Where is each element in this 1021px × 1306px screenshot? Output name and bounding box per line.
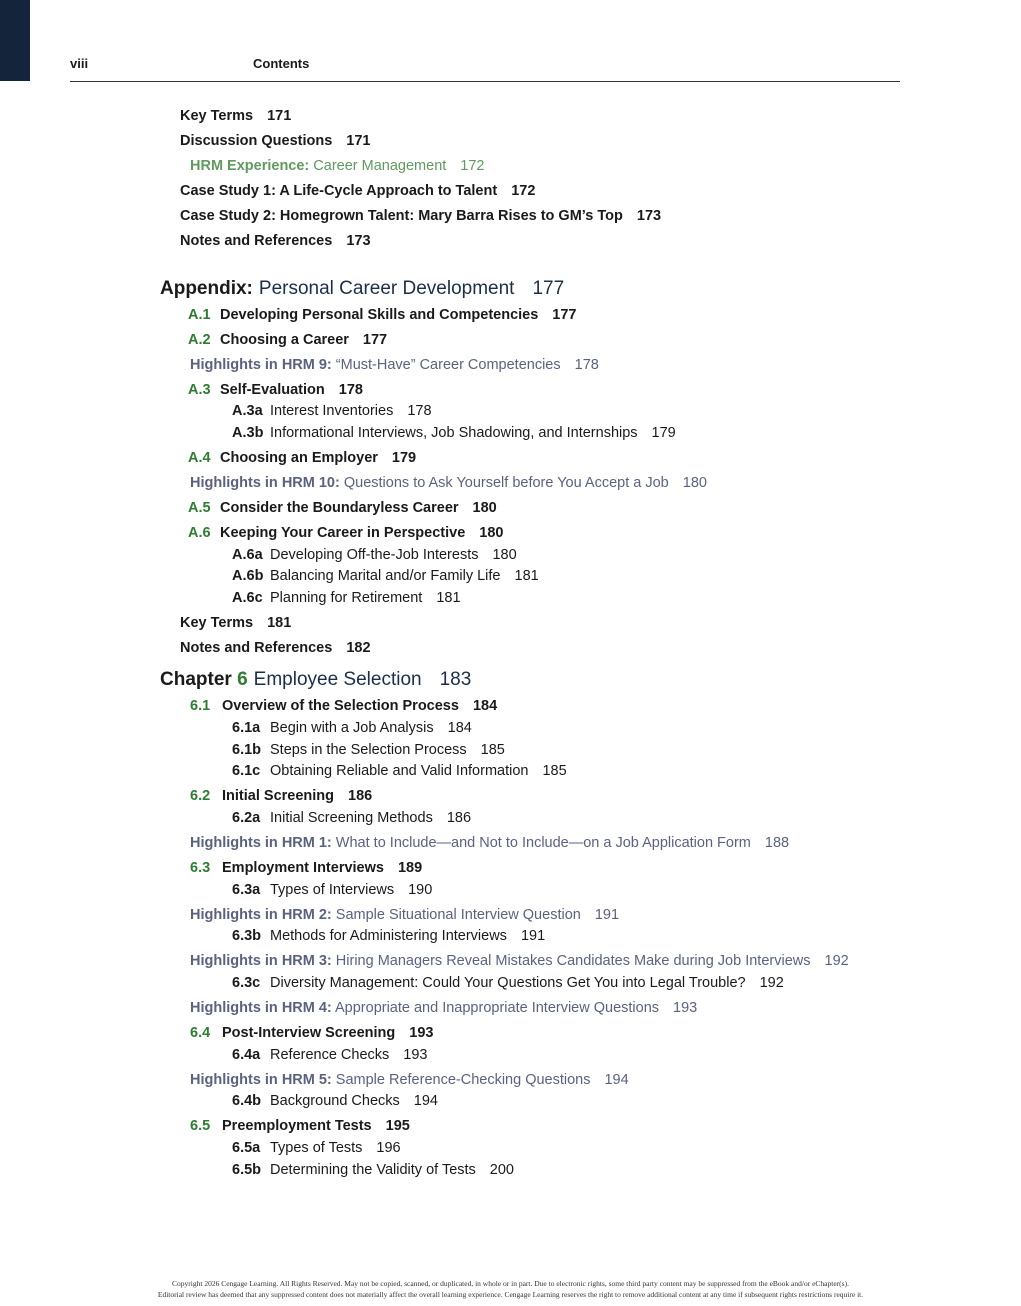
- subsection-page: 178: [407, 403, 432, 419]
- subsection-number: 6.1b: [232, 742, 262, 758]
- toc-heading-chapter-6[interactable]: [160, 668, 471, 692]
- section-page: 186: [348, 788, 373, 804]
- subsection-title: Reference Checks: [270, 1047, 390, 1063]
- section-page: 193: [409, 1025, 434, 1041]
- page-folio: viii: [70, 56, 89, 71]
- toc-section-a1[interactable]: [188, 305, 577, 325]
- subsection-title: Methods for Administering Interviews: [270, 928, 507, 944]
- toc-section-a6[interactable]: [188, 523, 503, 543]
- section-title: Developing Personal Skills and Competencies: [220, 307, 539, 323]
- section-page: 177: [362, 332, 388, 348]
- toc-subsection-6-3a[interactable]: [232, 880, 432, 900]
- subsection-number: 6.2a: [232, 810, 261, 826]
- section-number: A.1: [188, 307, 211, 323]
- section-number: 6.1: [190, 698, 211, 714]
- entry-title: Discussion Questions: [180, 133, 333, 149]
- highlight-title: Sample Situational Interview Question: [335, 907, 581, 923]
- subsection-page: 191: [520, 928, 546, 944]
- toc-highlight-1[interactable]: [190, 833, 789, 853]
- entry-title: Notes and References: [180, 233, 333, 249]
- highlight-label: Highlights in HRM 2:: [190, 907, 332, 923]
- section-page: 184: [472, 698, 498, 714]
- highlight-page: 192: [824, 953, 849, 969]
- highlight-title: Appropriate and Inappropriate Interview Questions: [335, 1000, 660, 1016]
- subsection-page: 184: [447, 720, 472, 736]
- chapter-label: Chapter: [160, 669, 232, 690]
- subsection-page: 181: [436, 590, 461, 606]
- subsection-number: 6.5a: [232, 1140, 261, 1156]
- section-title: Choosing an Employer: [220, 450, 378, 466]
- toc-subsection-6-3b[interactable]: [232, 926, 545, 946]
- heading-page: 177: [532, 278, 565, 299]
- toc-entry-notes[interactable]: [180, 231, 371, 251]
- subsection-page: 180: [492, 547, 517, 563]
- highlight-label: Highlights in HRM 5:: [190, 1072, 332, 1088]
- entry-label: HRM Experience:: [190, 158, 310, 174]
- section-page: 177: [552, 307, 577, 323]
- section-title: Preemployment Tests: [222, 1118, 372, 1134]
- highlight-page: 178: [574, 357, 599, 373]
- subsection-number: 6.1c: [232, 763, 261, 779]
- section-page: 180: [472, 500, 497, 516]
- subsection-title: Initial Screening Methods: [270, 810, 433, 826]
- entry-page: 172: [460, 158, 485, 174]
- section-number: 6.4: [190, 1025, 211, 1041]
- toc-section-a4[interactable]: [188, 448, 416, 468]
- entry-title: Case Study 2: Homegrown Talent: Mary Barra Rises to GM’s Top: [180, 208, 623, 224]
- toc-section-6-2[interactable]: [190, 786, 372, 806]
- highlight-page: 188: [764, 835, 790, 851]
- section-title: Consider the Boundaryless Career: [220, 500, 459, 516]
- toc-subsection-a6a[interactable]: [232, 545, 517, 565]
- section-title: Choosing a Career: [220, 332, 349, 348]
- toc-entry-discussion[interactable]: [180, 131, 371, 151]
- section-title: Employment Interviews: [222, 860, 384, 876]
- toc-section-6-1[interactable]: [190, 696, 497, 716]
- copyright-line-2: Editorial review has deemed that any suppressed content does not materially affect the overall learning experience. Cengage Learning reserves the right to remove additional content at any time if subsequent rights restrictions require it.: [157, 1290, 864, 1299]
- highlight-label: Highlights in HRM 1:: [190, 835, 332, 851]
- toc-subsection-6-5b[interactable]: [232, 1160, 514, 1180]
- highlight-page: 191: [594, 907, 620, 923]
- highlight-title: Hiring Managers Reveal Mistakes Candidates Make during Job Interviews: [335, 953, 811, 969]
- section-page: 180: [479, 525, 504, 541]
- copyright-footer: [0, 1278, 1021, 1300]
- subsection-number: A.6b: [232, 568, 264, 584]
- section-number: 6.3: [190, 860, 211, 876]
- subsection-number: 6.4a: [232, 1047, 261, 1063]
- subsection-page: 179: [651, 425, 676, 441]
- section-page: 189: [397, 860, 423, 876]
- subsection-page: 192: [759, 975, 784, 991]
- subsection-number: 6.3a: [232, 882, 261, 898]
- toc-entry-case-2[interactable]: [180, 206, 661, 226]
- subsection-number: 6.3b: [232, 928, 262, 944]
- toc-subsection-6-2a[interactable]: [232, 808, 471, 828]
- section-page: 179: [391, 450, 417, 466]
- subsection-title: Determining the Validity of Tests: [270, 1162, 476, 1178]
- subsection-title: Balancing Marital and/or Family Life: [270, 568, 501, 584]
- section-title: Contents: [253, 56, 310, 71]
- toc-entry-appendix-key-terms[interactable]: [180, 613, 291, 633]
- highlight-title: Sample Reference-Checking Questions: [335, 1072, 591, 1088]
- section-number: A.6: [188, 525, 211, 541]
- toc-subsection-6-5a[interactable]: [232, 1138, 401, 1158]
- toc-section-6-3[interactable]: [190, 858, 422, 878]
- subsection-page: 181: [514, 568, 539, 584]
- entry-page: 181: [267, 615, 292, 631]
- copyright-line-1: Copyright 2026 Cengage Learning. All Rights Reserved. May not be copied, scanned, or duplicated, in whole or in part. Due to electronic rights, some third party content may be suppressed from the eBook and/or eChapter(s).: [172, 1279, 849, 1288]
- toc-subsection-a6c[interactable]: [232, 588, 461, 608]
- toc-highlight-5[interactable]: [190, 1070, 629, 1090]
- subsection-number: 6.4b: [232, 1093, 262, 1109]
- toc-highlight-10[interactable]: [190, 473, 707, 493]
- section-title: Keeping Your Career in Perspective: [220, 525, 466, 541]
- toc-section-a2[interactable]: [188, 330, 387, 350]
- entry-page: 182: [346, 640, 371, 656]
- subsection-page: 194: [413, 1093, 438, 1109]
- highlight-label: Highlights in HRM 4:: [190, 1000, 332, 1016]
- section-title: Post-Interview Screening: [222, 1025, 396, 1041]
- section-number: A.3: [188, 382, 211, 398]
- subsection-number: A.6a: [232, 547, 263, 563]
- heading-title: Personal Career Development: [258, 278, 515, 299]
- section-number: 6.5: [190, 1118, 211, 1134]
- subsection-page: 196: [376, 1140, 401, 1156]
- subsection-title: Diversity Management: Could Your Questions Get You into Legal Trouble?: [270, 975, 746, 991]
- entry-title: Key Terms: [180, 108, 254, 124]
- subsection-number: 6.3c: [232, 975, 261, 991]
- highlight-page: 194: [604, 1072, 629, 1088]
- subsection-page: 186: [446, 810, 472, 826]
- entry-title: Key Terms: [180, 615, 254, 631]
- subsection-page: 193: [403, 1047, 428, 1063]
- chapter-number: 6: [237, 669, 248, 690]
- toc-subsection-6-4b[interactable]: [232, 1091, 438, 1111]
- toc-subsection-6-1b[interactable]: [232, 740, 505, 760]
- subsection-title: Informational Interviews, Job Shadowing, and Internships: [270, 425, 638, 441]
- section-title: Initial Screening: [222, 788, 334, 804]
- entry-title: Career Management: [313, 158, 447, 174]
- subsection-page: 185: [542, 763, 567, 779]
- toc-entry-hrm-experience[interactable]: [190, 156, 485, 176]
- toc-subsection-6-4a[interactable]: [232, 1045, 427, 1065]
- chapter-title: Employee Selection: [253, 669, 422, 690]
- highlight-title: What to Include—and Not to Include—on a Job Application Form: [335, 835, 751, 851]
- chapter-page: 183: [439, 669, 472, 690]
- toc-highlight-4[interactable]: [190, 998, 697, 1018]
- entry-page: 172: [511, 183, 536, 199]
- subsection-number: 6.5b: [232, 1162, 262, 1178]
- section-title: Overview of the Selection Process: [222, 698, 459, 714]
- subsection-page: 200: [489, 1162, 514, 1178]
- subsection-title: Types of Interviews: [270, 882, 395, 898]
- entry-page: 173: [636, 208, 662, 224]
- subsection-page: 185: [480, 742, 505, 758]
- toc-section-a5[interactable]: [188, 498, 497, 518]
- toc-entry-appendix-notes[interactable]: [180, 638, 371, 658]
- subsection-title: Types of Tests: [270, 1140, 363, 1156]
- section-number: A.2: [188, 332, 211, 348]
- toc-subsection-a3b[interactable]: [232, 423, 676, 443]
- toc-entry-case-1[interactable]: [180, 181, 535, 201]
- entry-title: Notes and References: [180, 640, 333, 656]
- toc-subsection-a6b[interactable]: [232, 566, 539, 586]
- toc-section-6-4[interactable]: [190, 1023, 433, 1043]
- toc-subsection-6-1c[interactable]: [232, 761, 567, 781]
- subsection-title: Developing Off-the-Job Interests: [270, 547, 479, 563]
- toc-heading-appendix[interactable]: [160, 277, 564, 301]
- entry-page: 173: [346, 233, 371, 249]
- highlight-page: 193: [673, 1000, 698, 1016]
- toc-highlight-3[interactable]: [190, 951, 849, 971]
- subsection-title: Planning for Retirement: [270, 590, 423, 606]
- entry-title: Case Study 1: A Life-Cycle Approach to Talent: [180, 183, 498, 199]
- highlight-label: Highlights in HRM 9:: [190, 357, 332, 373]
- toc-highlight-2[interactable]: [190, 905, 619, 925]
- highlight-label: Highlights in HRM 3:: [190, 953, 332, 969]
- subsection-title: Interest Inventories: [270, 403, 394, 419]
- subsection-page: 190: [408, 882, 433, 898]
- heading-label: Appendix:: [160, 278, 253, 299]
- section-page: 195: [385, 1118, 410, 1134]
- toc-subsection-6-1a[interactable]: [232, 718, 472, 738]
- section-number: A.4: [188, 450, 211, 466]
- entry-page: 171: [267, 108, 292, 124]
- highlight-title: “Must-Have” Career Competencies: [335, 357, 561, 373]
- section-page: 178: [338, 382, 363, 398]
- section-number: A.5: [188, 500, 211, 516]
- entry-page: 171: [346, 133, 371, 149]
- toc-highlight-9[interactable]: [190, 355, 599, 375]
- subsection-number: 6.1a: [232, 720, 261, 736]
- subsection-title: Obtaining Reliable and Valid Information: [270, 763, 529, 779]
- toc-subsection-6-3c[interactable]: [232, 973, 784, 993]
- subsection-number: A.3a: [232, 403, 263, 419]
- subsection-title: Background Checks: [270, 1093, 400, 1109]
- toc-section-6-5[interactable]: [190, 1116, 410, 1136]
- toc-entry-key-terms[interactable]: [180, 106, 291, 126]
- subsection-title: Begin with a Job Analysis: [270, 720, 434, 736]
- section-number: 6.2: [190, 788, 211, 804]
- subsection-title: Steps in the Selection Process: [270, 742, 467, 758]
- highlight-title: Questions to Ask Yourself before You Accept a Job: [343, 475, 669, 491]
- section-title: Self-Evaluation: [220, 382, 325, 398]
- toc-subsection-a3a[interactable]: [232, 401, 432, 421]
- subsection-number: A.6c: [232, 590, 263, 606]
- subsection-number: A.3b: [232, 425, 264, 441]
- highlight-label: Highlights in HRM 10:: [190, 475, 340, 491]
- toc-section-a3[interactable]: [188, 380, 363, 400]
- highlight-page: 180: [682, 475, 707, 491]
